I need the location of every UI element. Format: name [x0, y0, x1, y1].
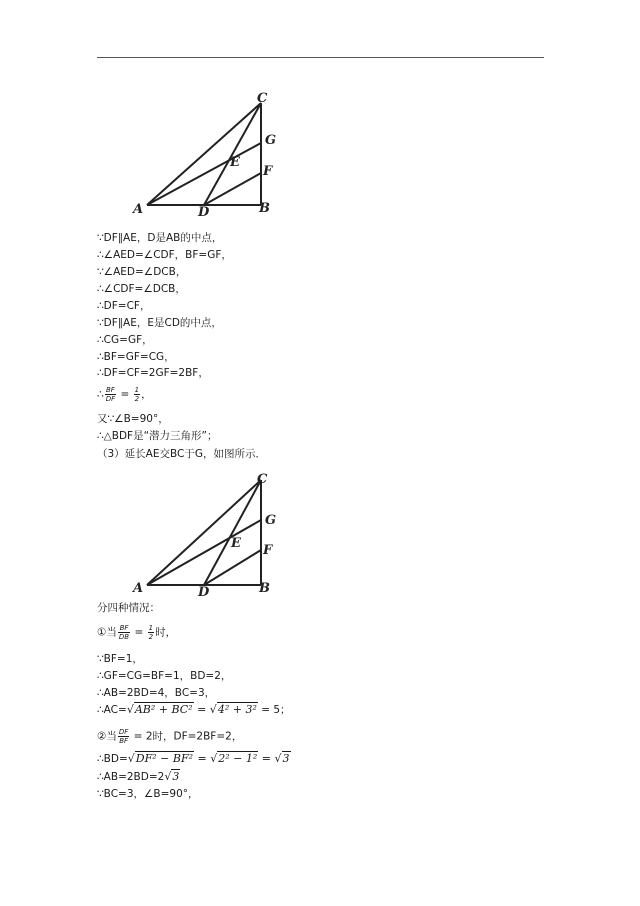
triangle-figure-1 — [130, 88, 280, 218]
sqrt-radicand: DF² − BF² — [135, 752, 193, 765]
text-line-5: ∴DF=CF， — [97, 300, 151, 312]
label-a-2: A — [133, 581, 144, 596]
fraction-bf-df — [105, 386, 116, 403]
line-10-eq: = — [117, 388, 133, 401]
text-line-16: ∵BF=1， — [97, 653, 143, 665]
triangle-diagram-1 — [130, 88, 280, 218]
sqrt-radicand: 3 — [282, 752, 290, 765]
text-line-2: ∴∠AED=∠CDF，BF=GF， — [97, 249, 232, 261]
fraction-denominator: DF — [105, 395, 116, 403]
text-line-15 — [97, 624, 176, 641]
fraction-one-half — [134, 386, 140, 403]
fraction-denominator: DB — [118, 633, 130, 641]
sqrt-radicand: 4² + 3² — [217, 703, 257, 716]
line-21-eq-sqrt: = √ — [194, 752, 218, 765]
text-line-9: ∴DF=CF=2GF=2BF， — [97, 367, 209, 379]
line-21-prefix: ∴BD= — [97, 753, 128, 765]
line-20-eq: = 2 — [130, 730, 153, 743]
line-20-prefix: ②当 — [97, 730, 117, 743]
text-line-22: ∴AB=2BD=2√3 — [97, 770, 180, 783]
label-c-2: C — [257, 472, 268, 487]
label-d-1: D — [198, 205, 210, 218]
line-19-eq-sqrt: = √ — [193, 703, 217, 716]
fraction-df-bf — [118, 728, 129, 745]
label-f-1: F — [263, 164, 273, 179]
text-line-17: ∴GF=CG=BF=1，BD=2， — [97, 670, 232, 682]
label-b-2: B — [259, 581, 270, 596]
triangle-diagram-2 — [130, 468, 280, 598]
label-d-2: D — [198, 585, 210, 598]
sqrt-radicand: 2² − 1² — [218, 752, 258, 765]
line-10-prefix: ∴ — [97, 388, 104, 401]
label-a-1: A — [133, 202, 144, 217]
text-line-14: 分四种情况： — [97, 602, 160, 614]
label-g-2: G — [265, 513, 277, 528]
line-15-eq: = — [131, 626, 147, 639]
text-line-12: ∴△BDF是“潜力三角形”； — [97, 430, 218, 442]
header-rule — [97, 57, 544, 58]
text-line-13: （3）延长AE交BC于G，如图所示． — [97, 448, 266, 460]
text-line-11: 又∵∠B=90°， — [97, 413, 169, 425]
label-f-2: F — [263, 543, 273, 558]
text-line-21 — [97, 752, 291, 766]
label-c-1: C — [257, 91, 268, 106]
fraction-denominator: 2 — [148, 633, 154, 641]
text-line-10 — [97, 386, 152, 403]
fraction-numerator: DF — [118, 728, 129, 736]
fraction-one-half — [148, 624, 154, 641]
fraction-numerator: BF — [105, 386, 115, 394]
text-line-18: ∴AB=2BD=4，BC=3， — [97, 687, 216, 699]
sqrt-radicand: AB² + BC² — [134, 703, 193, 716]
line-15-prefix: ①当 — [97, 626, 117, 639]
text-line-8: ∴BF=GF=CG， — [97, 351, 175, 363]
fraction-numerator: 1 — [148, 624, 154, 632]
line-10-suffix: ， — [141, 388, 152, 401]
text-line-23: ∵BC=3，∠B=90°， — [97, 788, 199, 800]
label-e-2: E — [231, 536, 241, 551]
fraction-denominator: 2 — [134, 395, 140, 403]
sqrt-radicand: 3 — [172, 770, 180, 783]
text-line-4: ∴∠CDF=∠DCB， — [97, 283, 186, 295]
line-22-prefix: ∴AB=2BD=2 — [97, 771, 165, 783]
fraction-numerator: BF — [119, 624, 129, 632]
line-21-eq-sqrt-2: = √ — [258, 752, 282, 765]
fraction-numerator: 1 — [134, 386, 140, 394]
fraction-bf-db — [118, 624, 130, 641]
line-20-suffix: 时，DF=2BF=2， — [152, 730, 243, 743]
fraction-denominator: BF — [119, 737, 129, 745]
label-e-1: E — [230, 155, 240, 170]
text-line-19 — [97, 703, 291, 717]
label-g-1: G — [265, 133, 277, 148]
text-line-7: ∴CG=GF， — [97, 334, 153, 346]
sqrt-sign: √ — [127, 752, 135, 765]
text-line-20 — [97, 728, 242, 745]
line-19-prefix: ∴AC= — [97, 704, 127, 716]
triangle-figure-2 — [130, 468, 280, 598]
text-line-3: ∵∠AED=∠DCB， — [97, 266, 187, 278]
label-b-1: B — [259, 201, 270, 216]
sqrt-sign: √ — [126, 703, 134, 716]
text-line-1: ∵DF∥AE，D是AB的中点， — [97, 232, 223, 244]
line-19-result: = 5； — [257, 704, 291, 716]
line-15-suffix: 时， — [155, 626, 177, 639]
text-line-6: ∵DF∥AE，E是CD的中点， — [97, 317, 222, 329]
